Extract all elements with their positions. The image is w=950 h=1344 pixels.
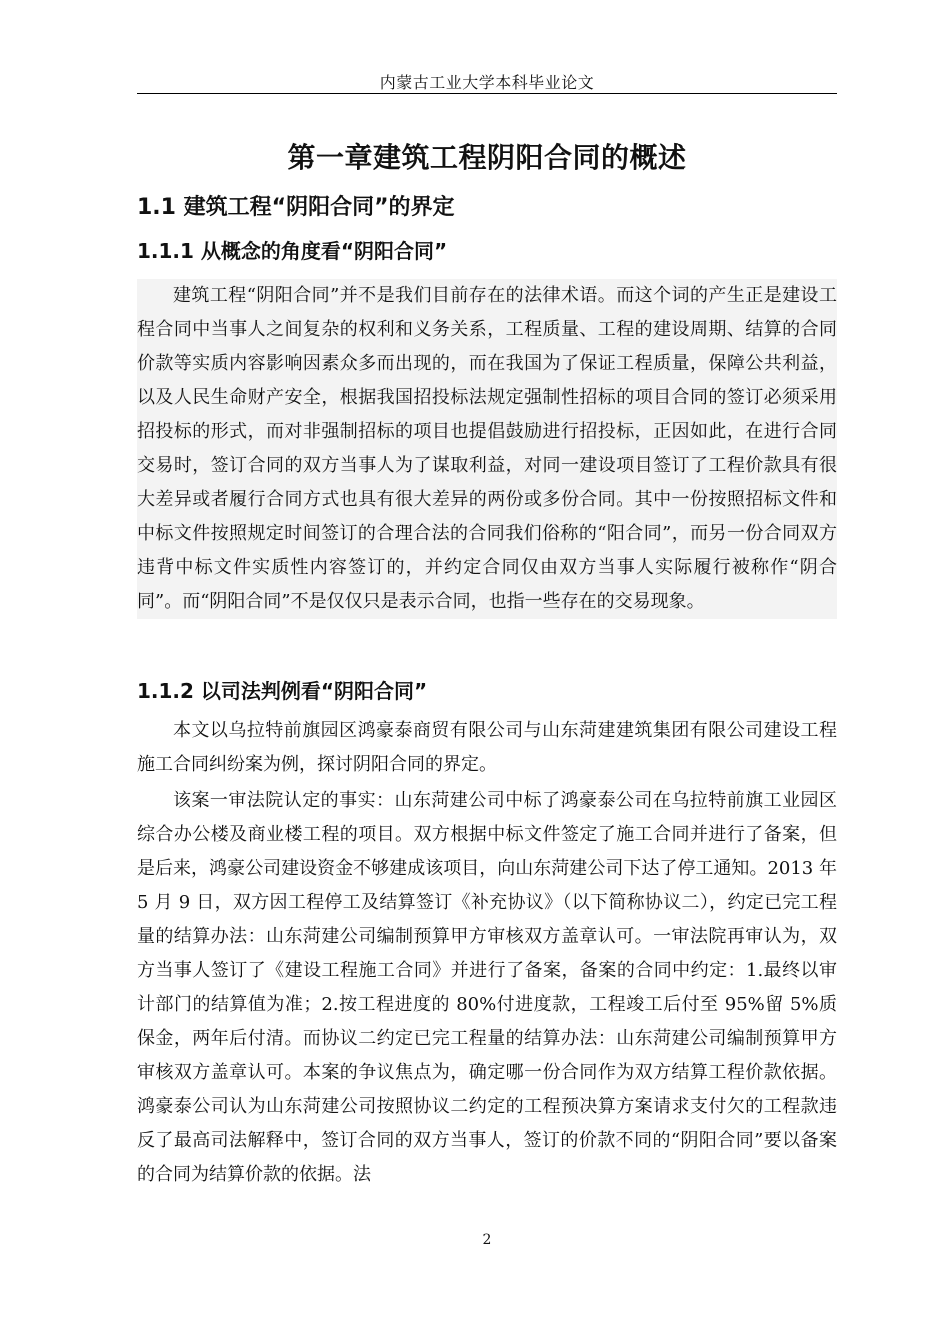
page-number: 2 bbox=[482, 1232, 492, 1248]
body-paragraph-case-intro: 本文以乌拉特前旗园区鸿豪泰商贸有限公司与山东菏建建筑集团有限公司建设工程施工合同纠纷案为例，探讨阴阳合同的界定。 bbox=[137, 720, 837, 775]
running-header: 内蒙古工业大学本科毕业论文 bbox=[379, 73, 595, 92]
section-heading-1-1-2: 1.1.2 以司法判例看“阴阳合同” bbox=[137, 679, 428, 703]
body-paragraph-case-facts: 该案一审法院认定的事实：山东菏建公司中标了鸿豪泰公司在乌拉特前旗工业园区综合办公楼及商业楼工程的项目。双方根据中标文件签定了施工合同并进行了备案，但是后来，鸿豪公司建设资金不够建成该项目，向山东菏建公司下达了停工通知。2013 年 5 月 9 日，双方因工程停工及结算签订《补充协议》（以下简称协议二），约定已完工程量的结算办法：山东菏建公司编制预算甲方审核双方盖章认可。一审法院再审认为，双方当事人签订了《建设工程施工合同》并进行了备案，备案的合同中约定：1.最终以审计部门的结算值为准；2.按工程进度的 80%付进度款，工程竣工后付至 95%留 5%质保金，两年后付清。而协议二约定已完工程量的结算办法：山东菏建公司编制预算甲方审核双方盖章认可。本案的争议焦点为，确定哪一份合同作为双方结算工程价款依据。鸿豪泰公司认为山东菏建公司按照协议二约定的工程预决算方案请求支付欠的工程款违反了最高司法解释中，签订合同的双方当事人，签订的价款不同的“阴阳合同”要以备案的合同为结算价款的依据。法 bbox=[137, 790, 837, 1185]
chapter-title: 第一章建筑工程阴阳合同的概述 bbox=[287, 141, 687, 174]
header-rule bbox=[137, 93, 837, 94]
section-heading-1-1-1: 1.1.1 从概念的角度看“阴阳合同” bbox=[137, 239, 448, 263]
body-paragraph-concept: 建筑工程“阴阳合同”并不是我们目前存在的法律术语。而这个词的产生正是建设工程合同中当事人之间复杂的权利和义务关系，工程质量、工程的建设周期、结算的合同价款等实质内容影响因素众多而出现的，而在我国为了保证工程质量，保障公共利益，以及人民生命财产安全，根据我国招投标法规定强制性招标的项目合同的签订必须采用招投标的形式，而对非强制招标的项目也提倡鼓励进行招投标，正因如此，在进行合同交易时，签订合同的双方当事人为了谋取利益，对同一建设项目签订了工程价款具有很大差异或者履行合同方式也具有很大差异的两份或多份合同。其中一份按照招标文件和中标文件按照规定时间签订的合理合法的合同我们俗称的“阳合同”，而另一份合同双方违背中标文件实质性内容签订的，并约定合同仅由双方当事人实际履行被称作“阴合同”。而“阴阳合同”不是仅仅只是表示合同，也指一些存在的交易现象。 bbox=[137, 279, 837, 619]
section-heading-1-1: 1.1 建筑工程“阴阳合同”的界定 bbox=[137, 195, 455, 220]
